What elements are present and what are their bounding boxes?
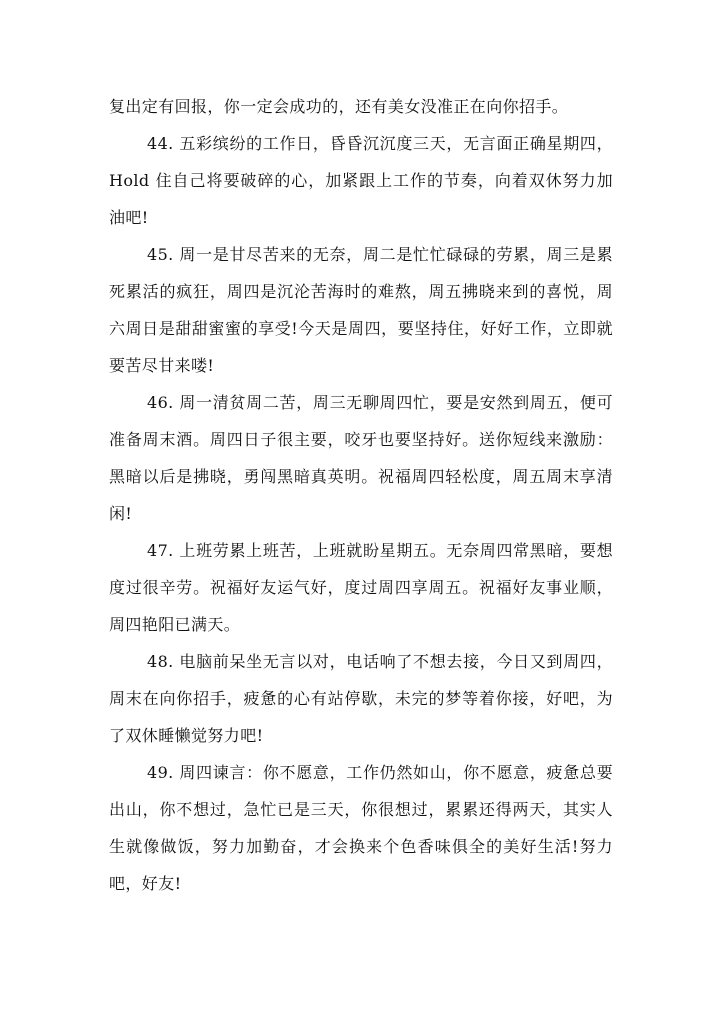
paragraph-45: 45. 周一是甘尽苦来的无奈，周二是忙忙碌碌的劳累，周三是累死累活的疯狂，周四是沉沦苦海时的难熬，周五拂晓来到的喜悦，周六周日是甜甜蜜蜜的享受!今天是周四，要坚持住，好好工作，立即就要苦尽甘来喽! bbox=[109, 245, 613, 375]
paragraph-43-end: 复出定有回报，你一定会成功的，还有美女没准正在向你招手。 bbox=[109, 97, 569, 116]
paragraph-46: 46. 周一清贫周二苦，周三无聊周四忙，要是安然到周五，便可准备周末酒。周四日子很主要，咬牙也要坚持好。送你短线来激励：黑暗以后是拂晓，勇闯黑暗真英明。祝福周四轻松度，周五周末享清闲! bbox=[109, 393, 613, 523]
paragraph-48: 48. 电脑前呆坐无言以对，电话响了不想去接，今日又到周四，周末在向你招手，疲惫的心有站停歇，未完的梦等着你接，好吧，为了双休睡懒觉努力吧! bbox=[109, 652, 613, 745]
paragraph-47: 47. 上班劳累上班苦，上班就盼星期五。无奈周四常黑暗，要想度过很辛劳。祝福好友运气好，度过周四享周五。祝福好友事业顺，周四艳阳已满天。 bbox=[109, 541, 613, 634]
paragraph-49: 49. 周四谏言：你不愿意，工作仍然如山，你不愿意，疲惫总要出山，你不想过，急忙已是三天，你很想过，累累还得两天，其实人生就像做饭，努力加勤奋，才会换来个色香味俱全的美好生活!努力吧，好友! bbox=[109, 763, 613, 893]
paragraph-44: 44. 五彩缤纷的工作日，昏昏沉沉度三天，无言面正确星期四，Hold 住自己将要破碎的心，加紧跟上工作的节奏，向着双休努力加油吧! bbox=[109, 134, 613, 227]
